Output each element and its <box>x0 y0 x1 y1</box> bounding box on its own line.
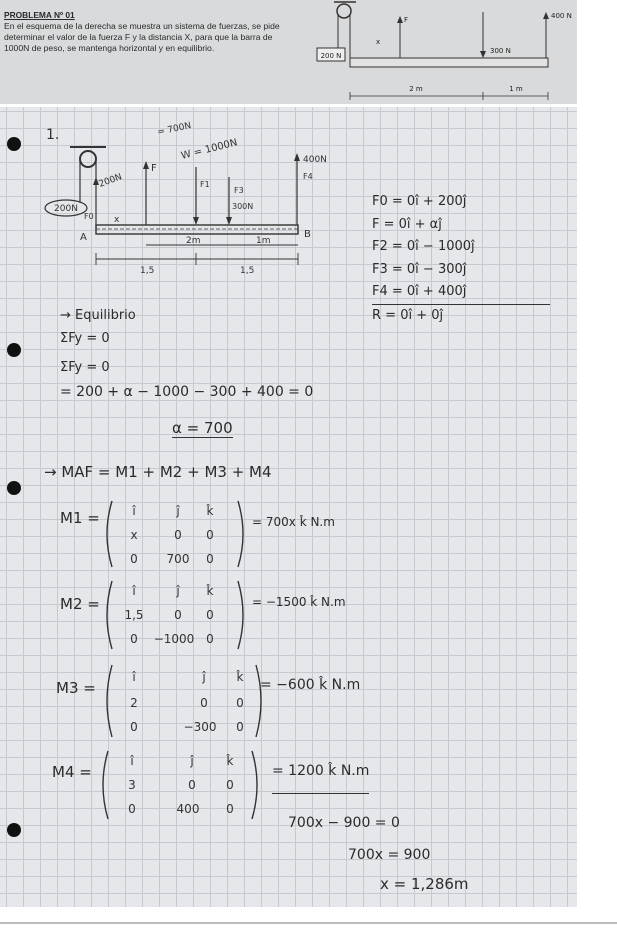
step-number: 1. <box>46 127 60 143</box>
m2-cell: −1000 <box>153 632 195 646</box>
vector-f4: F4 = 0î + 400ĵ <box>372 281 550 305</box>
final-equation: 700x − 900 = 0 <box>288 815 400 831</box>
m4-determinant <box>96 745 266 825</box>
fbd-f4: F4 <box>303 172 313 181</box>
problem-title: PROBLEMA Nº 01 <box>4 10 75 20</box>
m3-cell: 0 <box>130 720 138 734</box>
m4-cell: î <box>130 754 134 768</box>
fbd-dim-15b: 1,5 <box>240 266 255 276</box>
m3-cell: 0 <box>236 720 244 734</box>
m1-cell: ĵ <box>176 504 180 518</box>
m4-result: = 1200 k̂ N.m <box>272 763 369 794</box>
vector-f3: F3 = 0î − 300ĵ <box>372 261 467 277</box>
m1-cell: 700 <box>166 552 190 566</box>
diagram-label-200n: 200 N <box>320 52 342 60</box>
m2-cell: 0 <box>130 632 138 646</box>
m4-cell: ĵ <box>190 754 194 768</box>
fbd-f1: F1 <box>200 180 210 189</box>
fbd-f0: F0 <box>84 212 94 221</box>
m4-label: M4 = <box>52 763 92 781</box>
problem-statement: En el esquema de la derecha se muestra un sistema de fuerzas, se pide determinar el valor de la fuerza F y la distancia X, para que la barra de 1000N de peso, se mantenga horizontal y en equilibrio. <box>4 21 280 53</box>
problem-statement-panel <box>0 0 577 104</box>
m3-cell: −300 <box>183 720 217 734</box>
m2-cell: 0 <box>174 608 182 622</box>
m1-cell: x <box>130 528 138 542</box>
m2-cell: î <box>132 584 136 598</box>
fbd-f-value: = 700N <box>156 121 193 138</box>
m2-label: M2 = <box>60 595 100 613</box>
fbd-box-200n: 200N <box>54 204 78 214</box>
vector-list <box>372 191 550 327</box>
diagram-label-f: F <box>404 16 409 24</box>
fbd-dim-2m: 2m <box>186 236 201 246</box>
m2-cell: 0 <box>206 632 214 646</box>
fbd-x: x <box>114 215 120 225</box>
m4-cell: 400 <box>176 802 200 816</box>
vector-f0: F0 = 0î + 200ĵ <box>372 194 467 209</box>
equilibrium-line-3: = 200 + α − 1000 − 300 + 400 = 0 <box>60 384 314 400</box>
diagram-label-400n: 400 N <box>551 12 572 20</box>
fbd-point-a: A <box>80 232 87 243</box>
m4-cell: 3 <box>128 778 136 792</box>
m1-cell: 0 <box>206 528 214 542</box>
m1-determinant <box>100 495 250 573</box>
notebook-page <box>0 107 577 907</box>
final-step: 700x = 900 <box>348 847 431 863</box>
diagram-label-2m: 2 m <box>409 85 423 93</box>
m2-cell: 0 <box>206 608 214 622</box>
m4-cell: 0 <box>128 802 136 816</box>
m1-cell: 0 <box>130 552 138 566</box>
m3-result: = −600 k̂ N.m <box>260 677 361 693</box>
m1-cell: 0 <box>174 528 182 542</box>
m1-cell: î <box>132 504 136 518</box>
fbd-f3: F3 <box>234 186 244 195</box>
fbd-f: F <box>151 163 157 174</box>
fbd-300n: 300N <box>232 202 254 211</box>
m3-cell: 2 <box>130 696 138 710</box>
binder-hole <box>7 823 21 837</box>
diagram-label-300n: 300 N <box>490 47 511 55</box>
fbd-point-b: B <box>304 229 311 240</box>
binder-hole <box>7 481 21 495</box>
diagram-label-1m: 1 m <box>509 85 523 93</box>
equilibrium-line-2: ΣFy = 0 <box>60 360 110 375</box>
diagram-label-x: x <box>376 38 381 46</box>
problem-diagram <box>300 0 577 104</box>
m3-cell: 0 <box>236 696 244 710</box>
m4-cell: 0 <box>226 802 234 816</box>
m1-cell: k̂ <box>206 504 214 518</box>
m4-cell: k̂ <box>226 754 234 768</box>
moments-header: → MAF = M1 + M2 + M3 + M4 <box>44 463 272 481</box>
fbd-dim-15a: 1,5 <box>140 266 155 276</box>
equilibrium-result: α = 700 <box>172 419 233 437</box>
m4-cell: 0 <box>226 778 234 792</box>
m3-cell: k̂ <box>236 670 244 684</box>
m3-label: M3 = <box>56 679 96 697</box>
vector-r: R = 0î + 0ĵ <box>372 307 444 323</box>
m3-determinant <box>100 659 270 743</box>
vector-f: F = 0î + αĵ <box>372 216 442 232</box>
m2-cell: ĵ <box>176 584 180 598</box>
binder-hole <box>7 343 21 357</box>
m2-result: = −1500 k̂ N.m <box>252 595 346 609</box>
vector-f2: F2 = 0î − 1000ĵ <box>372 239 475 254</box>
fbd-400n: 400N <box>303 155 327 165</box>
m1-result: = 700x k̂ N.m <box>252 515 335 529</box>
page-bottom-divider <box>0 922 617 924</box>
equilibrium-header: → Equilibrio <box>60 308 136 323</box>
m3-cell: ĵ <box>202 670 206 684</box>
m3-cell: î <box>132 670 136 684</box>
fbd-dim-1m: 1m <box>256 236 271 246</box>
m2-cell: 1,5 <box>124 608 144 622</box>
m3-cell: 0 <box>200 696 208 710</box>
m2-determinant <box>100 575 250 655</box>
equilibrium-line-1: ΣFy = 0 <box>60 331 110 346</box>
m1-label: M1 = <box>60 509 100 527</box>
m2-cell: k̂ <box>206 584 214 598</box>
m1-cell: 0 <box>206 552 214 566</box>
problem-text <box>4 10 296 54</box>
fbd-weight: W = 1000N <box>180 137 239 162</box>
final-answer: x = 1,286m <box>380 875 469 893</box>
m4-cell: 0 <box>188 778 196 792</box>
fbd-rope-200n: 200N <box>97 172 124 190</box>
